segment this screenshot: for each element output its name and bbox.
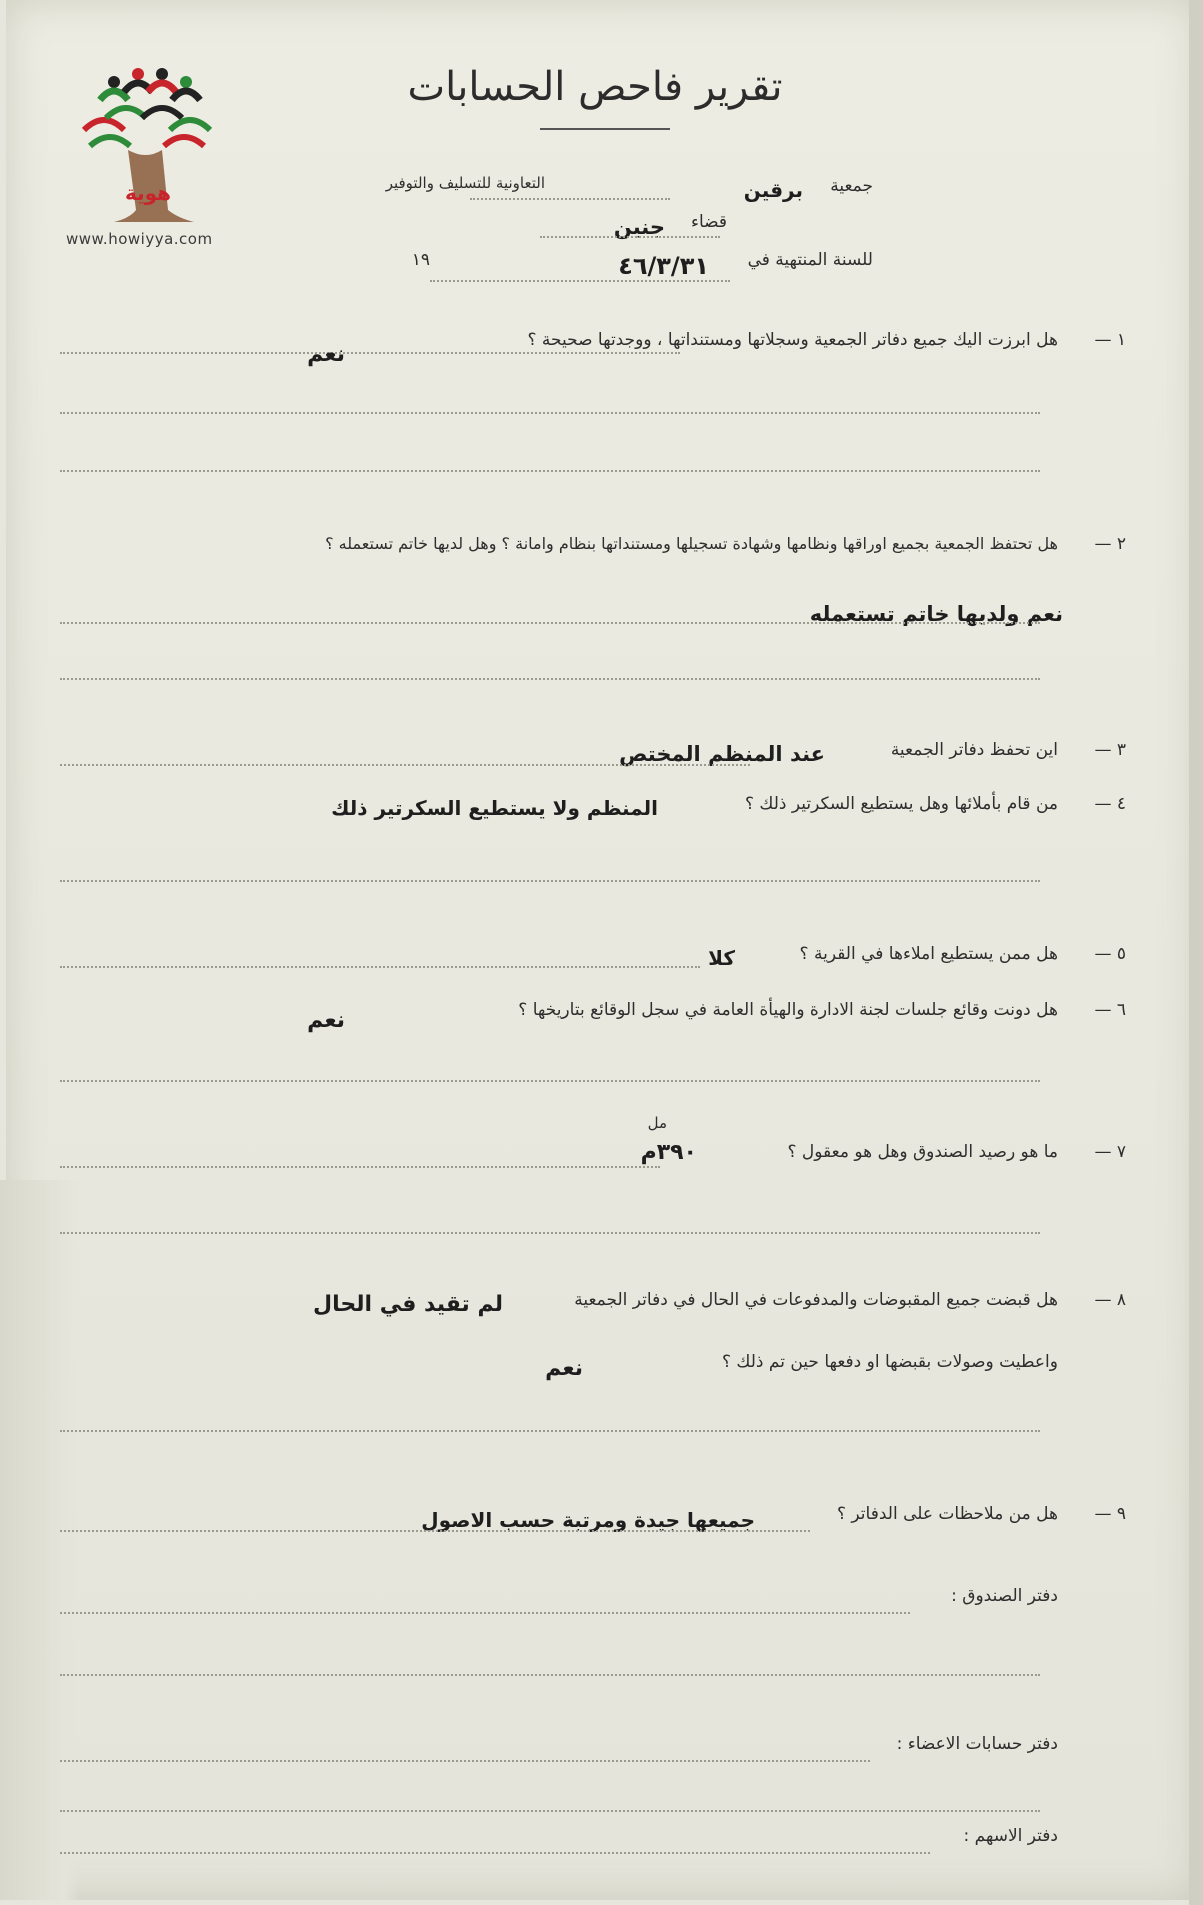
year-dotted-line bbox=[430, 280, 730, 282]
q6-answer: نعم bbox=[307, 1008, 345, 1033]
q7-dotted-line bbox=[60, 1166, 660, 1168]
q4-text: من قام بأملائها وهل يستطيع السكرتير ذلك ؟ bbox=[745, 794, 1058, 814]
district-label: قضاء bbox=[690, 212, 727, 232]
q6-number: ٦ — bbox=[1094, 1000, 1126, 1020]
q8-number: ٨ — bbox=[1094, 1290, 1126, 1310]
svg-text:هوية: هوية bbox=[124, 181, 172, 205]
q5-number: ٥ — bbox=[1094, 944, 1126, 964]
q7-answer: ٣٩٠م bbox=[640, 1140, 697, 1165]
year-label: للسنة المنتهية في bbox=[747, 250, 873, 270]
q4-answer: المنظم ولا يستطيع السكرتير ذلك bbox=[331, 796, 658, 820]
q7-answer-note: مل bbox=[647, 1114, 667, 1132]
title-underline bbox=[540, 128, 670, 130]
q9-dotted-line bbox=[60, 1530, 810, 1532]
answer-line bbox=[60, 622, 1040, 624]
q2-answer: نعم ولديها خاتم تستعمله bbox=[809, 602, 1063, 626]
family-tree-logo-icon bbox=[66, 60, 236, 250]
year-prefix: ١٩ bbox=[411, 250, 430, 270]
q3-number: ٣ — bbox=[1094, 740, 1126, 760]
society-label: جمعية bbox=[830, 176, 873, 196]
q1-number: ١ — bbox=[1094, 330, 1126, 350]
q9-answer: جميعها جيدة ومرتبة حسب الاصول bbox=[421, 1508, 755, 1532]
answer-line bbox=[60, 470, 1040, 472]
answer-line bbox=[60, 1430, 1040, 1432]
answer-line bbox=[60, 412, 1040, 414]
answer-line bbox=[60, 1232, 1040, 1234]
q6-text: هل دونت وقائع جلسات لجنة الادارة والهيأة العامة في سجل الوقائع بتاريخها ؟ bbox=[518, 1000, 1058, 1020]
q5-answer: كلا bbox=[708, 946, 735, 970]
answer-line bbox=[60, 1080, 1040, 1082]
paper-edge bbox=[1189, 0, 1203, 1905]
tree-canopy bbox=[84, 108, 210, 146]
paper-stain bbox=[0, 1180, 80, 1900]
q7-text: ما هو رصيد الصندوق وهل هو معقول ؟ bbox=[787, 1142, 1058, 1162]
answer-line bbox=[60, 1810, 1040, 1812]
q3-answer: عند المنظم المختص bbox=[619, 742, 825, 766]
answer-line bbox=[60, 880, 1040, 882]
ledger-cash-label: دفتر الصندوق : bbox=[951, 1586, 1058, 1606]
q4-number: ٤ — bbox=[1094, 794, 1126, 814]
ledger-members-line bbox=[60, 1760, 870, 1762]
answer-line bbox=[60, 678, 1040, 680]
q8-answer-continued: نعم bbox=[545, 1356, 583, 1381]
logo-url: www.howiyya.com bbox=[66, 230, 213, 248]
q9-number: ٩ — bbox=[1094, 1504, 1126, 1524]
q2-text: هل تحتفظ الجمعية بجميع اوراقها ونظامها وشهادة تسجيلها ومستنداتها بنظام وامانة ؟ وهل لديها خاتم تستعمله ؟ bbox=[325, 534, 1058, 553]
society-name: برقين bbox=[743, 178, 803, 202]
q3-text: اين تحفظ دفاتر الجمعية bbox=[890, 740, 1058, 760]
q8-text: هل قبضت جميع المقبوضات والمدفوعات في الحال في دفاتر الجمعية bbox=[574, 1290, 1058, 1310]
q9-text: هل من ملاحظات على الدفاتر ؟ bbox=[837, 1504, 1058, 1524]
page-title: تقرير فاحص الحسابات bbox=[407, 64, 783, 110]
q1-answer: نعم bbox=[307, 342, 345, 367]
ledger-cash-line bbox=[60, 1612, 910, 1614]
year-value: ٤٦/٣/٣١ bbox=[618, 252, 709, 280]
q3-dotted-line bbox=[60, 764, 750, 766]
q8-answer: لم تقيد في الحال bbox=[313, 1292, 503, 1317]
q1-text: هل ابرزت اليك جميع دفاتر الجمعية وسجلاتها ومستنداتها ، ووجدتها صحيحة ؟ bbox=[527, 330, 1058, 350]
district-dotted-line bbox=[540, 236, 720, 238]
q8-text-continued: واعطيت وصولات بقبضها او دفعها حين تم ذلك ؟ bbox=[722, 1352, 1058, 1372]
q5-dotted-line bbox=[60, 966, 700, 968]
district-name: جنين bbox=[613, 215, 665, 239]
ledger-shares-label: دفتر الاسهم : bbox=[963, 1826, 1058, 1846]
q1-dotted-line bbox=[60, 352, 680, 354]
q2-number: ٢ — bbox=[1094, 534, 1126, 554]
q5-text: هل ممن يستطيع املاءها في القرية ؟ bbox=[799, 944, 1058, 964]
q7-number: ٧ — bbox=[1094, 1142, 1126, 1162]
society-dotted-line bbox=[470, 198, 670, 200]
ledger-members-label: دفتر حسابات الاعضاء : bbox=[896, 1734, 1058, 1754]
answer-line bbox=[60, 1674, 1040, 1676]
society-type: التعاونية للتسليف والتوفير bbox=[385, 174, 545, 192]
ledger-shares-line bbox=[60, 1852, 930, 1854]
people-figures bbox=[100, 68, 200, 100]
